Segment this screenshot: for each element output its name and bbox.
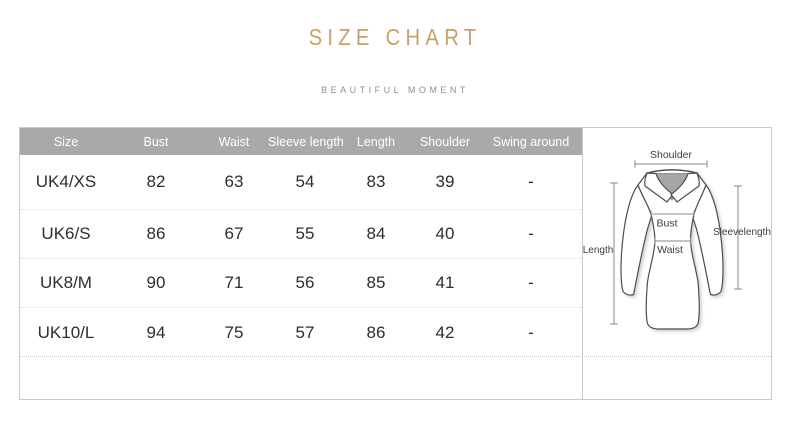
diagram-label-waist: Waist bbox=[657, 244, 683, 256]
cell-length: 85 bbox=[366, 273, 386, 292]
cell-shoulder: 40 bbox=[435, 224, 455, 243]
cell-size: UK6/S bbox=[41, 224, 91, 243]
size-chart-panel bbox=[19, 127, 772, 400]
column-header-length: Length bbox=[356, 134, 396, 149]
cell-waist: 67 bbox=[224, 224, 244, 243]
cell-swing-around: - bbox=[528, 224, 534, 243]
table-row-uk6-s bbox=[20, 210, 582, 259]
cell-bust: 94 bbox=[146, 322, 166, 342]
cell-length: 86 bbox=[366, 322, 386, 342]
table-header-row bbox=[20, 128, 582, 155]
cell-swing-around: - bbox=[528, 172, 534, 191]
diagram-label-length: Length bbox=[583, 245, 614, 256]
cell-bust: 90 bbox=[146, 273, 166, 292]
table-row-uk10-l bbox=[20, 308, 582, 357]
cell-sleeve-length: 56 bbox=[295, 273, 315, 292]
dress-diagram-svg bbox=[583, 128, 773, 399]
cell-size: UK4/XS bbox=[35, 172, 97, 191]
cell-swing-around: - bbox=[528, 322, 534, 342]
cell-length: 83 bbox=[366, 172, 386, 191]
column-header-sleeve-length: Sleeve length bbox=[268, 134, 344, 149]
page-subtitle: BEAUTIFUL MOMENT bbox=[321, 85, 469, 95]
cell-sleeve-length: 55 bbox=[295, 224, 315, 243]
cell-size: UK8/M bbox=[40, 273, 92, 292]
cell-size: UK10/L bbox=[37, 322, 95, 342]
cell-length: 84 bbox=[366, 224, 386, 243]
diagram-label-shoulder: Shoulder bbox=[649, 149, 693, 161]
table-row-uk4-xs bbox=[20, 155, 582, 210]
column-header-shoulder: Shoulder bbox=[419, 134, 471, 149]
cell-bust: 86 bbox=[146, 224, 166, 243]
cell-sleeve-length: 57 bbox=[295, 322, 315, 342]
size-chart-table bbox=[20, 128, 582, 399]
bottom-row-divider bbox=[20, 356, 771, 357]
table-row-uk8-m bbox=[20, 259, 582, 308]
cell-waist: 71 bbox=[224, 273, 244, 292]
diagram-label-bust: Bust bbox=[656, 217, 678, 230]
cell-bust: 82 bbox=[146, 172, 166, 191]
cell-waist: 63 bbox=[224, 172, 244, 191]
cell-swing-around: - bbox=[528, 273, 534, 292]
page-title: SIZE CHART bbox=[308, 24, 482, 50]
diagram-label-sleeve-length: Sleevelength bbox=[713, 227, 771, 238]
cell-sleeve-length: 54 bbox=[295, 172, 315, 191]
column-header-waist: Waist bbox=[218, 134, 250, 149]
cell-waist: 75 bbox=[224, 322, 244, 342]
column-header-size: Size bbox=[53, 134, 79, 149]
column-header-swing-around: Swing around bbox=[492, 134, 570, 149]
cell-shoulder: 42 bbox=[435, 322, 455, 342]
shoulder-measure-line bbox=[635, 161, 707, 168]
cell-shoulder: 39 bbox=[435, 172, 455, 191]
column-header-bust: Bust bbox=[143, 134, 169, 149]
cell-shoulder: 41 bbox=[435, 273, 455, 292]
dress-measurement-diagram bbox=[582, 128, 773, 399]
